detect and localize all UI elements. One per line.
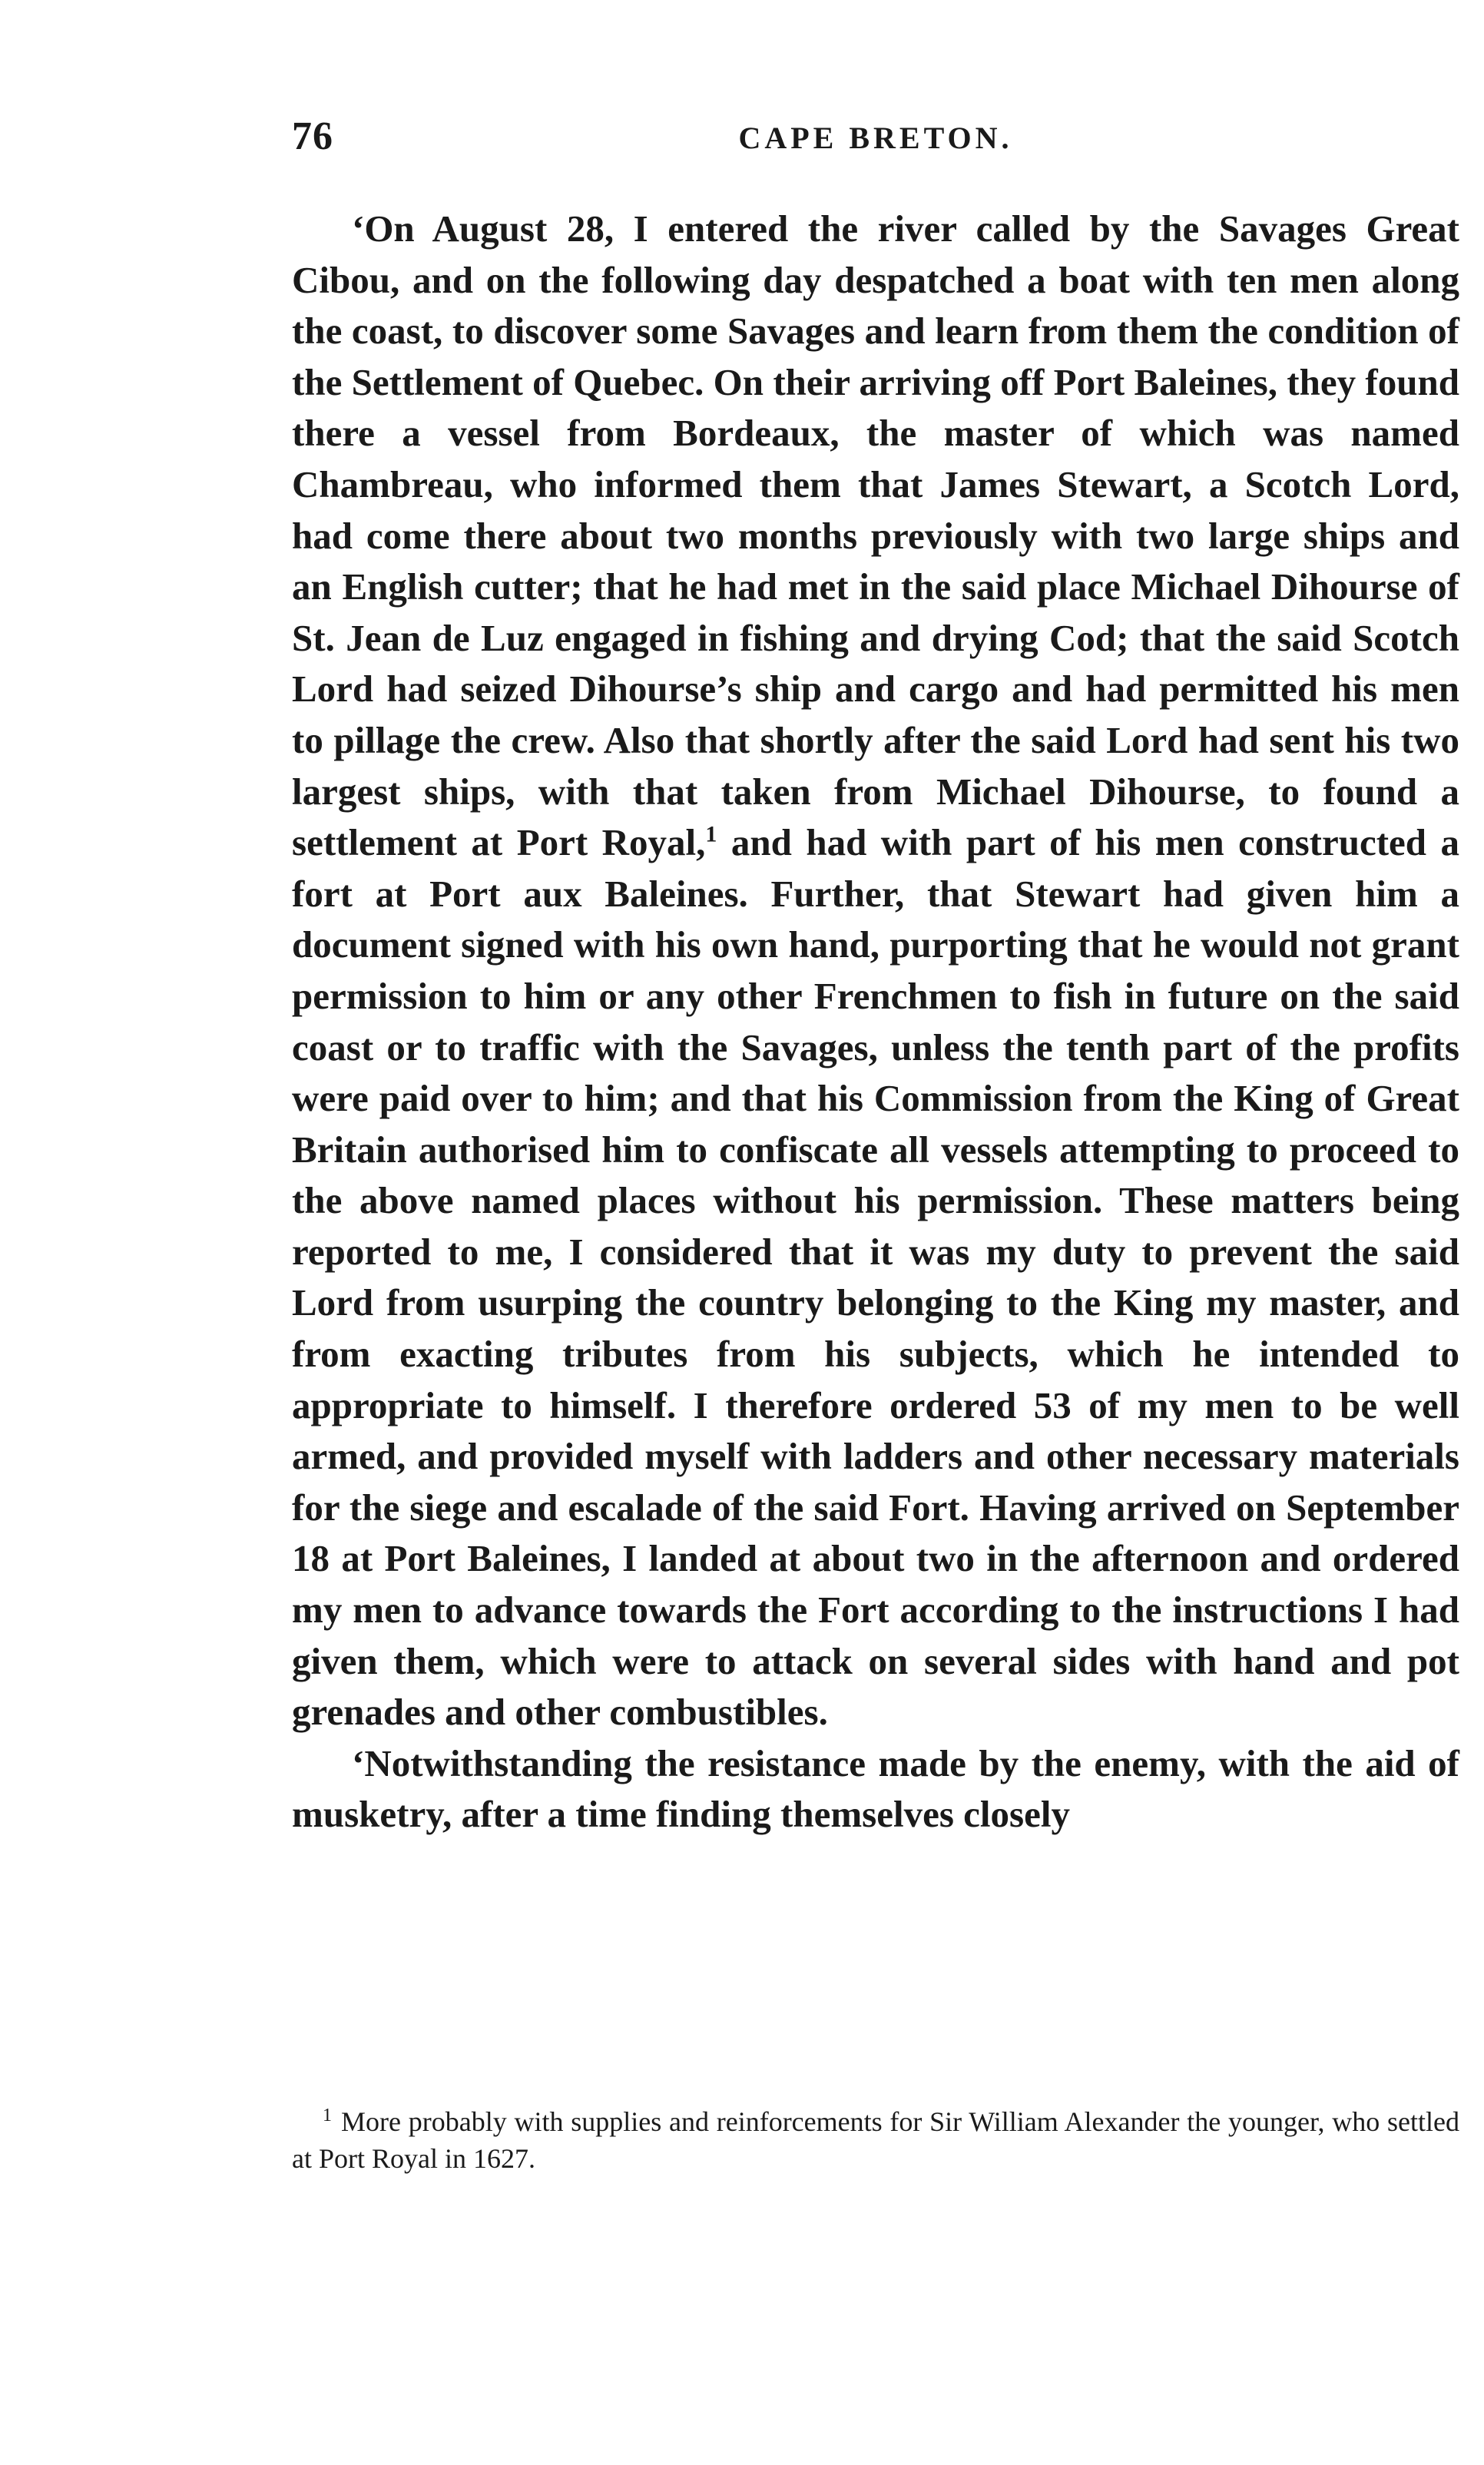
- paragraph-2: [292, 1738, 1459, 1840]
- running-head: [292, 114, 1459, 175]
- footnote: [292, 2103, 1459, 2177]
- paragraph-1-text-b: and had with part of his men constructed a fort at Port aux Baleines. Further, that Stewart had given him a document signed with his own hand, purporting that he would not grant permission to him or any other Frenchmen to fish in future on the said coast or to traffic with the Savages, unless the tenth part of the profits were paid over to him; and that his Commission from the King of Great Britain authorised him to confiscate all vessels attempting to proceed to the above named places without his permission. These matters being reported to me, I considered that it was my duty to prevent the said Lord from usurping the country belonging to the King my master, and from exacting tributes from his subjects, which he intended to appropriate to himself. I therefore ordered 53 of my men to be well armed, and provided myself with ladders and other necessary materials for the siege and escalade of the said Fort. Having arrived on September 18 at Port Baleines, I landed at about two in the afternoon and ordered my men to advance towards the Fort according to the instructions I had given them, which were to attack on several sides with hand and pot grenades and other combustibles.: [292, 821, 1459, 1734]
- paragraph-2-text: ‘Notwithstanding the resistance made by the enemy, with the aid of musketry, after a time finding themselves closely: [292, 1741, 1459, 1836]
- page-number: 76: [292, 114, 333, 158]
- paragraph-1-text-a: ‘On August 28, I entered the river called by the Savages Great Cibou, and on the following day despatched a boat with ten men along the coast, to discover some Savages and learn from them the condition of the Settlement of Quebec. On their arriving off Port Baleines, they found there a vessel from Bordeaux, the master of which was named Chambreau, who informed them that James Stewart, a Scotch Lord, had come there about two months previously with two large ships and an English cutter; that he had met in the said place Michael Dihourse of St. Jean de Luz engaged in fishing and drying Cod; that the said Scotch Lord had seized Dihourse’s ship and cargo and had permitted his men to pillage the crew. Also that shortly after the said Lord had sent his two largest ships, with that taken from Michael Dihourse, to found a settlement at Port Royal,: [292, 207, 1459, 864]
- body-text: [292, 204, 1459, 1840]
- running-title: CAPE BRETON.: [738, 121, 1013, 155]
- footnote-reference: 1: [705, 821, 717, 847]
- footnote-text: More probably with supplies and reinforcements for Sir William Alexander the younger, who settled at Port Royal in 1627.: [292, 2106, 1459, 2174]
- footnote-marker: 1: [323, 2106, 332, 2125]
- paragraph-1: [292, 204, 1459, 1738]
